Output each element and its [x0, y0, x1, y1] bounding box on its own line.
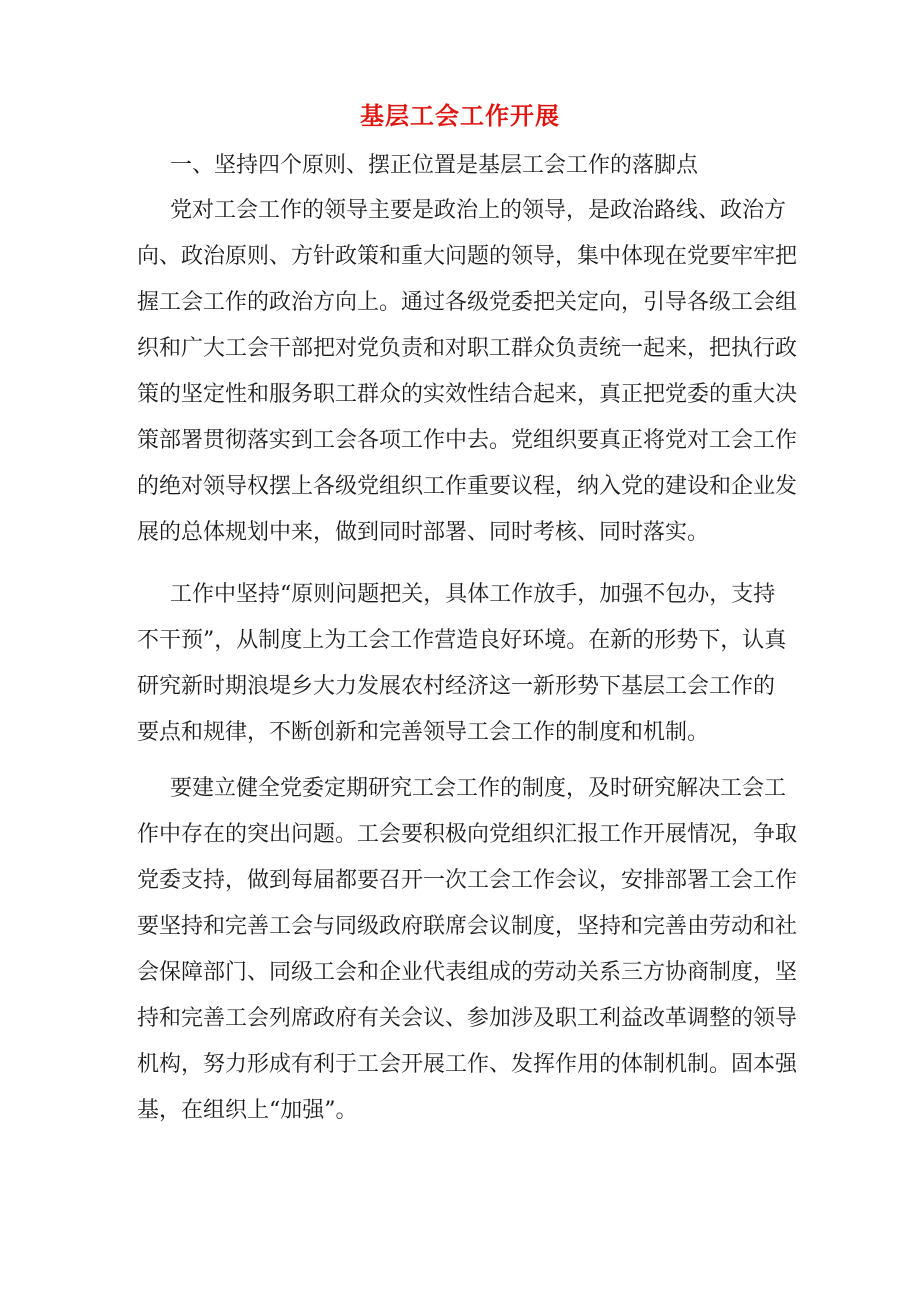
paragraph-2 — [137, 572, 797, 756]
paragraph-line: 党对工会工作的领导主要是政治上的领导，是政治路线、政治方 — [170, 198, 787, 223]
paragraph-line: 织和广大工会干部把对党负责和对职工群众负责统一起来，把执行政 — [137, 336, 798, 361]
paragraph-line: 策的坚定性和服务职工群众的实效性结合起来，真正把党委的重大决 — [137, 382, 798, 407]
paragraph-line: 展的总体规划中来，做到同时部署、同时考核、同时落实。 — [137, 520, 710, 545]
paragraph-1 — [137, 188, 797, 556]
paragraph-line: 持和完善工会列席政府有关会议、参加涉及职工利益改革调整的领导 — [137, 1006, 798, 1031]
paragraph-line: 基，在组织上“加强”。 — [137, 1098, 358, 1123]
paragraph-line: 握工会工作的政治方向上。通过各级党委把关定向，引导各级工会组 — [137, 290, 798, 315]
paragraph-line: 研究新时期浪堤乡大力发展农村经济这一新形势下基层工会工作的 — [137, 674, 776, 699]
document-title: 基层工会工作开展 — [360, 101, 560, 130]
paragraph-line: 不干预”，从制度上为工会工作营造良好环境。在新的形势下，认真 — [137, 628, 787, 653]
paragraph-line: 的绝对领导权摆上各级党组织工作重要议程，纳入党的建设和企业发 — [137, 474, 798, 499]
paragraph-line: 工作中坚持“原则问题把关，具体工作放手，加强不包办，支持 — [170, 582, 776, 607]
paragraph-line: 机构，努力形成有利于工会开展工作、发挥作用的体制机制。固本强 — [137, 1052, 798, 1077]
paragraph-line: 要坚持和完善工会与同级政府联席会议制度，坚持和完善由劳动和社 — [137, 914, 798, 939]
paragraph-line: 要点和规律，不断创新和完善领导工会工作的制度和机制。 — [137, 720, 710, 745]
paragraph-line: 要建立健全党委定期研究工会工作的制度，及时研究解决工会工 — [170, 776, 787, 801]
section-heading: 一、坚持四个原则、摆正位置是基层工会工作的落脚点 — [170, 153, 699, 178]
paragraph-3 — [137, 766, 797, 1134]
paragraph-line: 会保障部门、同级工会和企业代表组成的劳动关系三方协商制度，坚 — [137, 960, 798, 985]
paragraph-line: 党委支持，做到每届都要召开一次工会工作会议，安排部署工会工作 — [137, 868, 798, 893]
paragraph-line: 策部署贯彻落实到工会各项工作中去。党组织要真正将党对工会工作 — [137, 428, 798, 453]
paragraph-line: 向、政治原则、方针政策和重大问题的领导，集中体现在党要牢牢把 — [137, 244, 798, 269]
paragraph-line: 作中存在的突出问题。工会要积极向党组织汇报工作开展情况，争取 — [137, 822, 798, 847]
